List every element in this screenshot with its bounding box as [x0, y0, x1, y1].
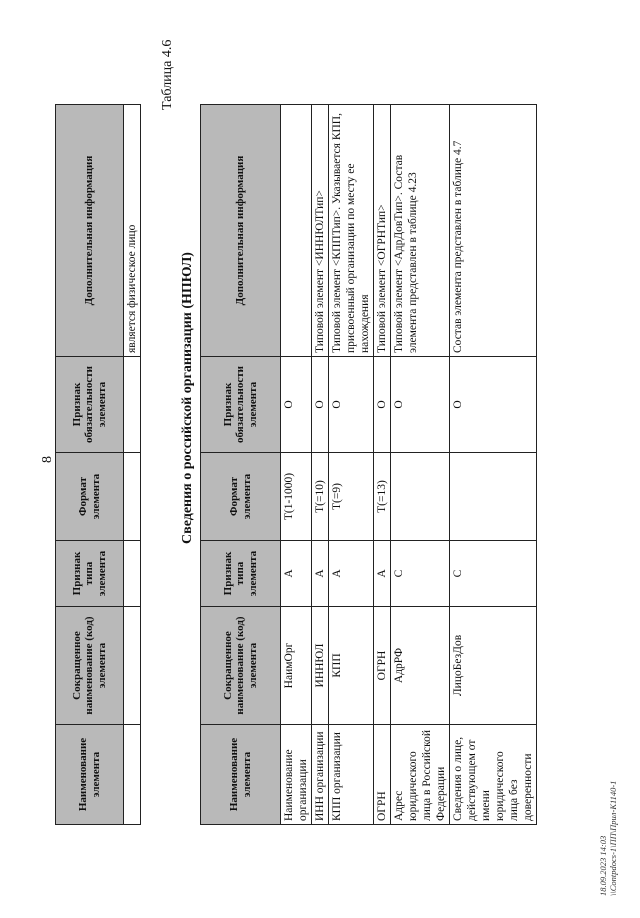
- main-header-required: Признак обязательности элемента: [201, 357, 281, 453]
- main-header-info: Дополнительная информация: [201, 105, 281, 357]
- top-header-required: Признак обязательности элемента: [56, 357, 124, 453]
- main-table: [200, 104, 537, 825]
- top-header-info: Дополнительная информация: [56, 105, 124, 357]
- page-number: 8: [40, 456, 55, 463]
- main-header-code: Сокращенное наименование (код) элемента: [201, 607, 281, 725]
- table-caption: Таблица 4.6: [160, 39, 175, 110]
- table-row: Сведения о лице, действующем от имени юридического лица без доверенности ЛицоБезДов С О Состав элемента представлен в таблице 4.7: [450, 105, 537, 825]
- top-header-type: Признак типа элемента: [56, 541, 124, 607]
- footer-path: \\Contpdocs-1\ПП\Прил-К1140-1: [608, 780, 618, 896]
- table-row: Адрес юридического лица в Российской Федерации АдрРФ С О Типовой элемент <АдрДовТип>. Состав элемента представлен в таблице 4.23: [391, 105, 450, 825]
- main-table-header-row: [201, 105, 281, 825]
- main-header-name: Наименование элемента: [201, 725, 281, 825]
- footer-print-stamp: [598, 781, 618, 896]
- main-header-type: Признак типа элемента: [201, 541, 281, 607]
- table-row: является физическое лицо: [124, 105, 141, 825]
- table-row: ОГРН ОГРН А T(=13) О Типовой элемент <ОГРНТип>: [374, 105, 391, 825]
- top-header-name: Наименование элемента: [56, 725, 124, 825]
- top-table-header-row: [56, 105, 124, 825]
- top-header-format: Формат элемента: [56, 453, 124, 541]
- table-row: Наименование организации НаимОрг А T(1-1000) О: [281, 105, 312, 825]
- table-row: КПП организации КПП А T(=9) О Типовой элемент <КППТип>. Указывается КПП, присвоенный организации по месту ее нахождения: [329, 105, 374, 825]
- main-header-format: Формат элемента: [201, 453, 281, 541]
- table-row: ИНН организации ИННЮЛ А T(=10) О Типовой элемент <ИННЮЛТип>: [312, 105, 329, 825]
- footer-date: 18.09.2023 14:03: [598, 835, 608, 896]
- section-title: Сведения о российской организации (НПЮЛ): [180, 252, 195, 544]
- top-table: [55, 104, 141, 825]
- top-header-code: Сокращенное наименование (код) элемента: [56, 607, 124, 725]
